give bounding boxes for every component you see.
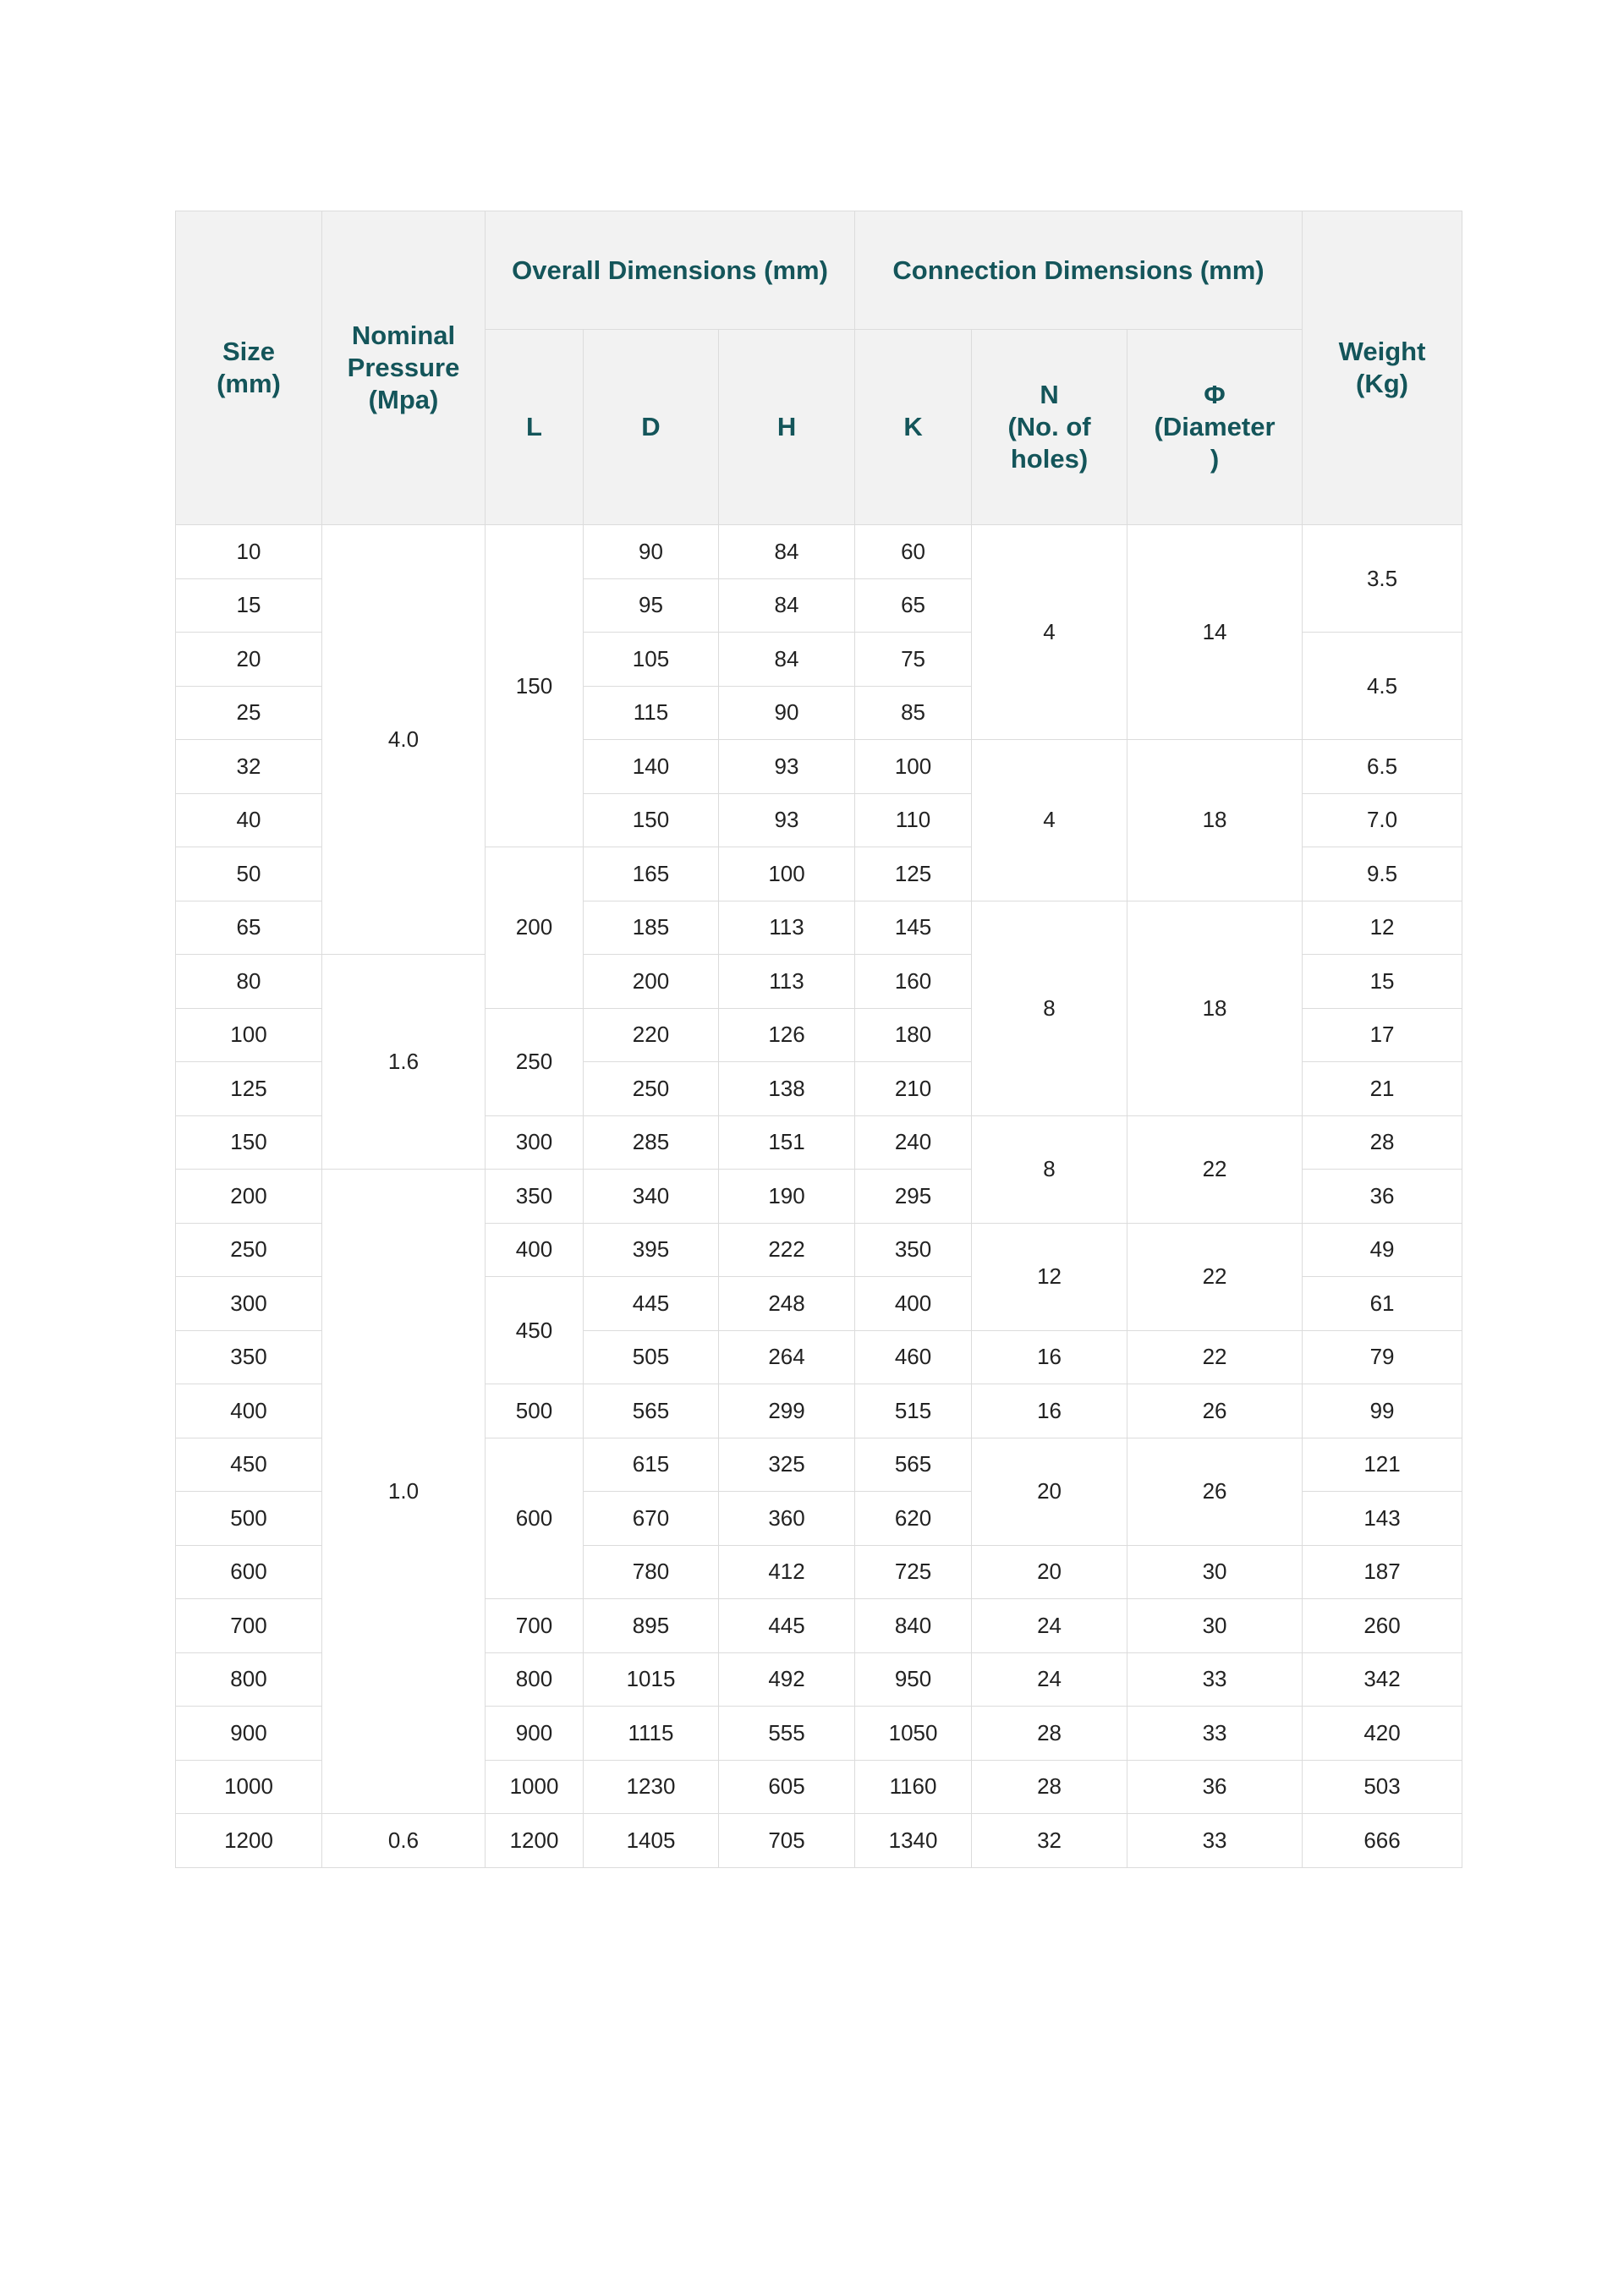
cell-n: 16: [972, 1330, 1127, 1384]
cell-n: 28: [972, 1707, 1127, 1761]
cell-l: 1000: [486, 1760, 584, 1814]
cell-d: 140: [584, 740, 719, 794]
cell-k: 350: [855, 1223, 972, 1277]
cell-weight: 28: [1303, 1115, 1462, 1170]
cell-phi: 33: [1127, 1814, 1303, 1868]
cell-size: 900: [176, 1707, 322, 1761]
cell-phi: 33: [1127, 1652, 1303, 1707]
cell-h: 151: [719, 1115, 855, 1170]
header-k: K: [855, 330, 972, 525]
cell-phi: 30: [1127, 1599, 1303, 1653]
cell-weight: 61: [1303, 1277, 1462, 1331]
cell-size: 200: [176, 1170, 322, 1224]
cell-d: 105: [584, 633, 719, 687]
cell-k: 1050: [855, 1707, 972, 1761]
cell-l: 250: [486, 1008, 584, 1115]
cell-k: 60: [855, 525, 972, 579]
cell-size: 25: [176, 686, 322, 740]
cell-d: 615: [584, 1438, 719, 1492]
cell-weight: 7.0: [1303, 793, 1462, 847]
cell-n: 28: [972, 1760, 1127, 1814]
cell-weight: 9.5: [1303, 847, 1462, 901]
cell-weight: 3.5: [1303, 525, 1462, 633]
cell-h: 84: [719, 578, 855, 633]
cell-k: 400: [855, 1277, 972, 1331]
cell-size: 65: [176, 901, 322, 955]
cell-h: 555: [719, 1707, 855, 1761]
table-body: [176, 525, 1462, 1868]
cell-d: 185: [584, 901, 719, 955]
cell-weight: 21: [1303, 1062, 1462, 1116]
cell-d: 200: [584, 955, 719, 1009]
cell-weight: 420: [1303, 1707, 1462, 1761]
cell-d: 895: [584, 1599, 719, 1653]
cell-d: 1405: [584, 1814, 719, 1868]
cell-size: 40: [176, 793, 322, 847]
cell-h: 605: [719, 1760, 855, 1814]
cell-size: 15: [176, 578, 322, 633]
cell-d: 90: [584, 525, 719, 579]
cell-l: 700: [486, 1599, 584, 1653]
cell-size: 80: [176, 955, 322, 1009]
cell-l: 500: [486, 1384, 584, 1438]
cell-k: 1340: [855, 1814, 972, 1868]
cell-k: 950: [855, 1652, 972, 1707]
cell-k: 145: [855, 901, 972, 955]
cell-k: 180: [855, 1008, 972, 1062]
cell-size: 50: [176, 847, 322, 901]
header-overall-dimensions: Overall Dimensions (mm): [486, 211, 855, 330]
cell-l: 800: [486, 1652, 584, 1707]
table-row: [176, 525, 1462, 579]
cell-n: 4: [972, 525, 1127, 740]
cell-size: 20: [176, 633, 322, 687]
cell-d: 395: [584, 1223, 719, 1277]
cell-n: 4: [972, 740, 1127, 901]
cell-size: 250: [176, 1223, 322, 1277]
cell-l: 300: [486, 1115, 584, 1170]
cell-h: 412: [719, 1545, 855, 1599]
cell-phi: 22: [1127, 1330, 1303, 1384]
cell-size: 450: [176, 1438, 322, 1492]
cell-h: 360: [719, 1492, 855, 1546]
table-header: [176, 211, 1462, 525]
cell-size: 300: [176, 1277, 322, 1331]
header-row-groups: [176, 211, 1462, 330]
cell-size: 600: [176, 1545, 322, 1599]
table-row: [176, 1814, 1462, 1868]
cell-n: 12: [972, 1223, 1127, 1330]
cell-h: 93: [719, 793, 855, 847]
cell-k: 515: [855, 1384, 972, 1438]
header-nominal-pressure: Nominal Pressure (Mpa): [322, 211, 486, 525]
cell-d: 115: [584, 686, 719, 740]
header-phi: Φ (Diameter ): [1127, 330, 1303, 525]
cell-h: 299: [719, 1384, 855, 1438]
cell-d: 250: [584, 1062, 719, 1116]
cell-phi: 26: [1127, 1384, 1303, 1438]
cell-k: 840: [855, 1599, 972, 1653]
cell-h: 93: [719, 740, 855, 794]
cell-k: 65: [855, 578, 972, 633]
cell-n: 20: [972, 1438, 1127, 1545]
cell-k: 100: [855, 740, 972, 794]
cell-k: 725: [855, 1545, 972, 1599]
cell-n: 24: [972, 1599, 1127, 1653]
header-weight: Weight (Kg): [1303, 211, 1462, 525]
header-d: D: [584, 330, 719, 525]
cell-weight: 36: [1303, 1170, 1462, 1224]
cell-size: 400: [176, 1384, 322, 1438]
cell-d: 445: [584, 1277, 719, 1331]
cell-h: 222: [719, 1223, 855, 1277]
cell-k: 1160: [855, 1760, 972, 1814]
cell-size: 1200: [176, 1814, 322, 1868]
cell-n: 32: [972, 1814, 1127, 1868]
cell-d: 1015: [584, 1652, 719, 1707]
cell-k: 295: [855, 1170, 972, 1224]
header-n: N (No. of holes): [972, 330, 1127, 525]
cell-k: 75: [855, 633, 972, 687]
cell-h: 113: [719, 901, 855, 955]
cell-phi: 30: [1127, 1545, 1303, 1599]
cell-d: 165: [584, 847, 719, 901]
cell-k: 125: [855, 847, 972, 901]
cell-weight: 4.5: [1303, 633, 1462, 740]
cell-weight: 79: [1303, 1330, 1462, 1384]
cell-h: 138: [719, 1062, 855, 1116]
header-l: L: [486, 330, 584, 525]
cell-n: 8: [972, 901, 1127, 1115]
specification-table: [175, 211, 1462, 1868]
cell-k: 210: [855, 1062, 972, 1116]
cell-size: 1000: [176, 1760, 322, 1814]
cell-phi: 33: [1127, 1707, 1303, 1761]
cell-h: 100: [719, 847, 855, 901]
cell-size: 800: [176, 1652, 322, 1707]
cell-k: 160: [855, 955, 972, 1009]
cell-d: 95: [584, 578, 719, 633]
cell-weight: 15: [1303, 955, 1462, 1009]
cell-weight: 121: [1303, 1438, 1462, 1492]
cell-weight: 342: [1303, 1652, 1462, 1707]
cell-d: 565: [584, 1384, 719, 1438]
cell-k: 110: [855, 793, 972, 847]
cell-h: 264: [719, 1330, 855, 1384]
cell-phi: 36: [1127, 1760, 1303, 1814]
cell-size: 100: [176, 1008, 322, 1062]
cell-phi: 14: [1127, 525, 1303, 740]
cell-l: 200: [486, 847, 584, 1009]
header-h: H: [719, 330, 855, 525]
cell-n: 20: [972, 1545, 1127, 1599]
cell-size: 350: [176, 1330, 322, 1384]
cell-phi: 18: [1127, 901, 1303, 1115]
cell-d: 1115: [584, 1707, 719, 1761]
cell-size: 700: [176, 1599, 322, 1653]
cell-weight: 6.5: [1303, 740, 1462, 794]
cell-l: 1200: [486, 1814, 584, 1868]
cell-phi: 18: [1127, 740, 1303, 901]
cell-d: 780: [584, 1545, 719, 1599]
cell-h: 90: [719, 686, 855, 740]
cell-k: 460: [855, 1330, 972, 1384]
cell-n: 8: [972, 1115, 1127, 1223]
cell-weight: 187: [1303, 1545, 1462, 1599]
cell-phi: 26: [1127, 1438, 1303, 1545]
cell-k: 240: [855, 1115, 972, 1170]
cell-d: 505: [584, 1330, 719, 1384]
cell-size: 10: [176, 525, 322, 579]
cell-l: 400: [486, 1223, 584, 1277]
cell-k: 620: [855, 1492, 972, 1546]
cell-l: 450: [486, 1277, 584, 1384]
cell-size: 500: [176, 1492, 322, 1546]
cell-d: 285: [584, 1115, 719, 1170]
cell-weight: 666: [1303, 1814, 1462, 1868]
cell-weight: 260: [1303, 1599, 1462, 1653]
cell-weight: 99: [1303, 1384, 1462, 1438]
header-size: Size (mm): [176, 211, 322, 525]
cell-d: 150: [584, 793, 719, 847]
cell-weight: 12: [1303, 901, 1462, 955]
cell-d: 1230: [584, 1760, 719, 1814]
cell-size: 150: [176, 1115, 322, 1170]
cell-l: 350: [486, 1170, 584, 1224]
header-connection-dimensions: Connection Dimensions (mm): [855, 211, 1303, 330]
cell-h: 190: [719, 1170, 855, 1224]
cell-d: 220: [584, 1008, 719, 1062]
cell-pressure: 1.0: [322, 1170, 486, 1814]
cell-h: 492: [719, 1652, 855, 1707]
cell-h: 445: [719, 1599, 855, 1653]
cell-weight: 143: [1303, 1492, 1462, 1546]
cell-weight: 503: [1303, 1760, 1462, 1814]
cell-l: 600: [486, 1438, 584, 1599]
cell-h: 126: [719, 1008, 855, 1062]
cell-h: 113: [719, 955, 855, 1009]
cell-h: 248: [719, 1277, 855, 1331]
cell-h: 705: [719, 1814, 855, 1868]
cell-weight: 17: [1303, 1008, 1462, 1062]
cell-n: 24: [972, 1652, 1127, 1707]
cell-h: 84: [719, 633, 855, 687]
cell-phi: 22: [1127, 1115, 1303, 1223]
cell-l: 900: [486, 1707, 584, 1761]
cell-size: 32: [176, 740, 322, 794]
cell-l: 150: [486, 525, 584, 847]
cell-size: 125: [176, 1062, 322, 1116]
cell-k: 565: [855, 1438, 972, 1492]
cell-h: 325: [719, 1438, 855, 1492]
cell-h: 84: [719, 525, 855, 579]
cell-d: 670: [584, 1492, 719, 1546]
cell-pressure: 4.0: [322, 525, 486, 955]
cell-phi: 22: [1127, 1223, 1303, 1330]
cell-weight: 49: [1303, 1223, 1462, 1277]
cell-d: 340: [584, 1170, 719, 1224]
cell-pressure: 1.6: [322, 955, 486, 1170]
cell-pressure: 0.6: [322, 1814, 486, 1868]
cell-k: 85: [855, 686, 972, 740]
cell-n: 16: [972, 1384, 1127, 1438]
